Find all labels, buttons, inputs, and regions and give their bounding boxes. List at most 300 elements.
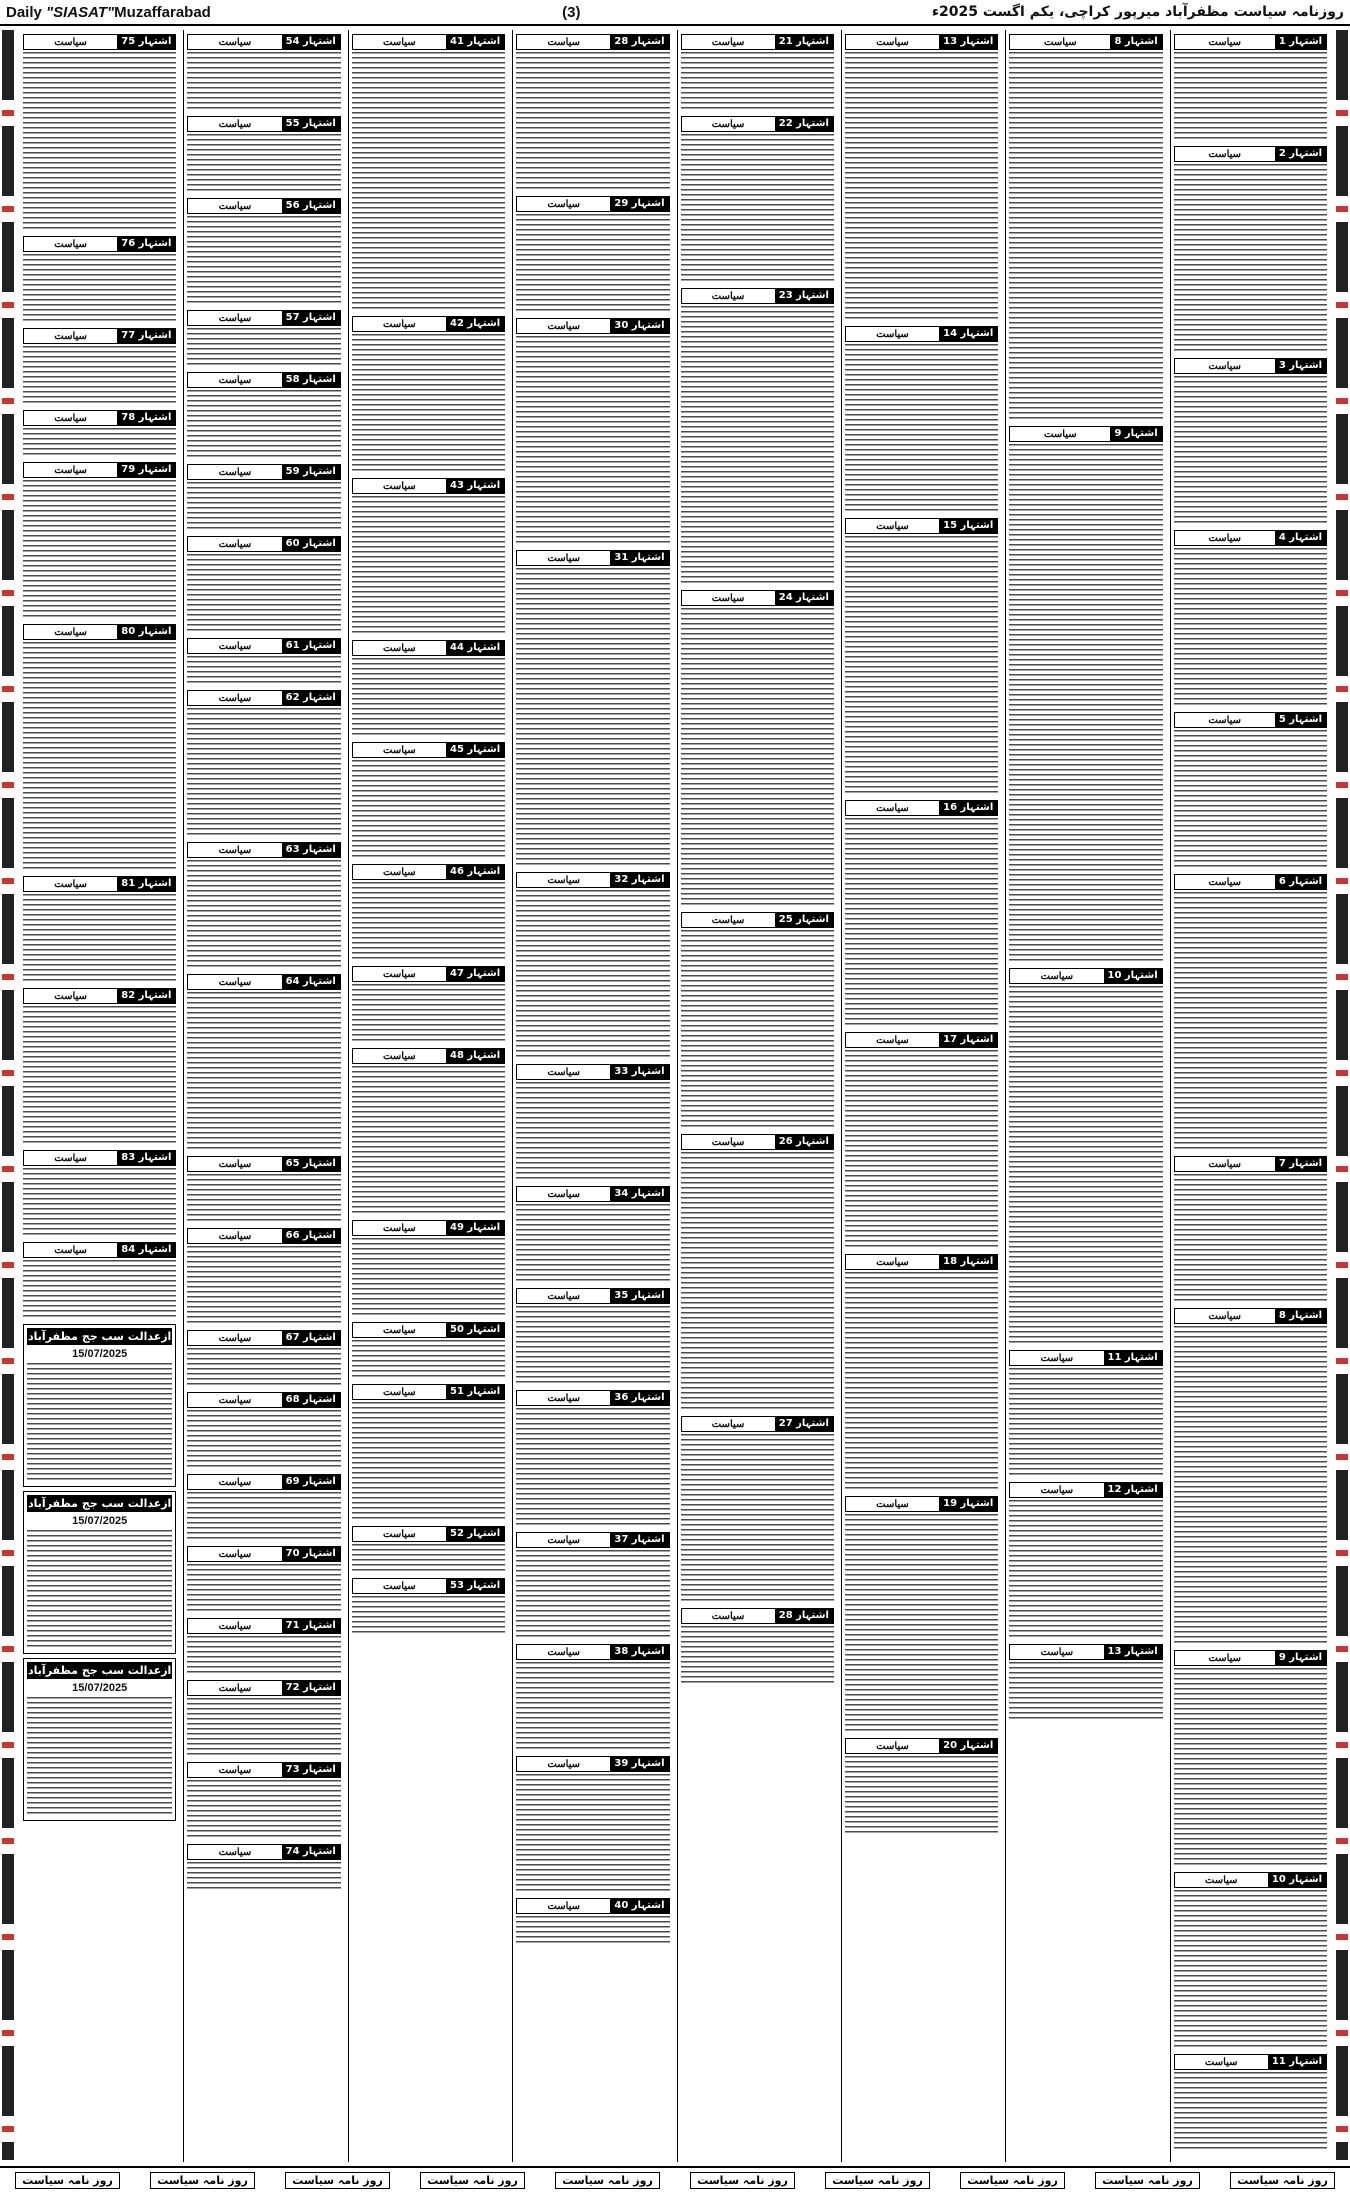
notice — [352, 1220, 505, 1318]
notice-header — [516, 1288, 669, 1304]
notice-number: اشتہار 7 — [1275, 1157, 1326, 1171]
notice-header — [845, 518, 998, 534]
notice — [1174, 1308, 1327, 1646]
notice — [187, 372, 340, 460]
notice-header — [845, 1496, 998, 1512]
notice-body-text — [187, 1564, 340, 1614]
notice-brand-label: سیاست — [383, 1528, 416, 1540]
court-notice-date: 15/07/2025 — [72, 1348, 128, 1360]
notice-brand-label: سیاست — [218, 312, 252, 324]
bottom-border-tag: روز نامہ سیاست — [1095, 2172, 1200, 2189]
notice-brand-label: سیاست — [383, 866, 416, 878]
notice-number: اشتہار 47 — [446, 967, 504, 981]
notice — [681, 1134, 834, 1412]
notice-body-text — [1174, 2072, 1327, 2152]
notice-header — [352, 640, 505, 656]
notice-body-text — [187, 708, 340, 838]
notice-number: اشتہار 29 — [610, 197, 668, 211]
notice-header — [516, 1532, 669, 1548]
notice-header — [1009, 1482, 1162, 1498]
notice-body-text — [187, 992, 340, 1152]
notice-brand-label: سیاست — [383, 36, 416, 48]
notice-header — [681, 1134, 834, 1150]
notice-header — [187, 536, 340, 552]
notice-brand-label: سیاست — [54, 464, 87, 476]
notice — [516, 1390, 669, 1528]
notice-number: اشتہار 2 — [1275, 147, 1326, 161]
notice-brand-label: سیاست — [876, 1740, 909, 1752]
notice — [187, 1156, 340, 1224]
notice-header — [187, 1156, 340, 1172]
notice-brand-label: سیاست — [876, 802, 909, 814]
notice-brand-label: سیاست — [383, 642, 416, 654]
notice — [516, 1288, 669, 1386]
notice-body-text — [1174, 164, 1327, 354]
notice-brand-label: سیاست — [1208, 876, 1242, 888]
notice-brand-label: سیاست — [711, 914, 745, 926]
notice-body-text — [516, 1916, 669, 1946]
notice-number: اشتہار 55 — [282, 117, 340, 131]
notice-header — [352, 1048, 505, 1064]
notice-brand-label: سیاست — [1040, 1646, 1074, 1658]
notice-brand-label: سیاست — [218, 538, 252, 550]
notice — [1174, 874, 1327, 1152]
notice-brand-label: سیاست — [54, 1152, 87, 1164]
notice-body-text — [681, 608, 834, 908]
notice-brand-label: سیاست — [218, 466, 252, 478]
notice-number: اشتہار 68 — [282, 1393, 340, 1407]
notice-body-text — [845, 818, 998, 1028]
notice-header — [845, 1032, 998, 1048]
notice-header — [187, 1618, 340, 1634]
notice-number: اشتہار 31 — [610, 551, 668, 565]
notice-brand-label: سیاست — [218, 1620, 252, 1632]
notice-body-text — [23, 428, 176, 458]
notice — [352, 478, 505, 636]
notice-number: اشتہار 35 — [610, 1289, 668, 1303]
notice-header — [1009, 1350, 1162, 1366]
notice-number: اشتہار 81 — [117, 877, 175, 891]
notice-number: اشتہار 22 — [775, 117, 833, 131]
masthead-left — [6, 4, 211, 21]
notice-header — [352, 34, 505, 50]
notice-body-text — [1009, 986, 1162, 1346]
notice — [23, 624, 176, 872]
notice-body-text — [845, 1272, 998, 1492]
bottom-border-tag: روز نامہ سیاست — [150, 2172, 255, 2189]
notice-number: اشتہار 52 — [446, 1527, 504, 1541]
notice-number: اشتہار 54 — [282, 35, 340, 49]
notice-header — [187, 310, 340, 326]
notice — [1009, 1350, 1162, 1478]
column-3 — [841, 30, 1001, 2162]
notice-brand-label: سیاست — [1208, 148, 1242, 160]
notice-body-text — [187, 1410, 340, 1470]
notice-number: اشتہار 11 — [1268, 2055, 1326, 2069]
masthead — [0, 0, 1350, 26]
notice — [681, 116, 834, 284]
notice-header — [23, 462, 176, 478]
notice — [187, 690, 340, 838]
notice-number: اشتہار 60 — [282, 537, 340, 551]
notice-number: اشتہار 23 — [775, 289, 833, 303]
notice-header — [187, 372, 340, 388]
notice-number: اشتہار 33 — [610, 1065, 668, 1079]
notice-body-text — [352, 1402, 505, 1522]
notice-number: اشتہار 69 — [282, 1475, 340, 1489]
notice — [845, 1254, 998, 1492]
court-notice — [23, 1658, 176, 1821]
bottom-border-tag: روز نامہ سیاست — [960, 2172, 1065, 2189]
notice — [23, 1242, 176, 1320]
notice-header — [516, 196, 669, 212]
notice-brand-label: سیاست — [1204, 1874, 1238, 1886]
notice-body-text — [187, 1492, 340, 1542]
notice-body-text — [187, 1636, 340, 1676]
notice-header — [1174, 2054, 1327, 2070]
notice-brand-label: سیاست — [218, 1230, 252, 1242]
notice-brand-label: سیاست — [54, 412, 87, 424]
notice-number: اشتہار 10 — [1104, 969, 1162, 983]
notice — [516, 550, 669, 868]
notice-brand-label: سیاست — [383, 1222, 416, 1234]
notice-number: اشتہار 64 — [282, 975, 340, 989]
notice — [681, 1608, 834, 1686]
column-8 — [20, 30, 179, 2162]
notice-number: اشتہار 38 — [610, 1645, 668, 1659]
notice — [1009, 34, 1162, 422]
notice-body-text — [845, 1514, 998, 1734]
notice — [352, 1322, 505, 1380]
court-notice-body — [27, 1363, 172, 1483]
notice-header — [845, 326, 998, 342]
notice-body-text — [187, 1174, 340, 1224]
notice-number: اشتہار 44 — [446, 641, 504, 655]
notice — [1174, 1650, 1327, 1868]
notice — [516, 318, 669, 546]
notice — [1174, 1872, 1327, 2050]
notice-number: اشتہار 80 — [117, 625, 175, 639]
bottom-border-tag: روز نامہ سیاست — [420, 2172, 525, 2189]
notice-brand-label: سیاست — [1208, 36, 1242, 48]
notice-number: اشتہار 53 — [446, 1579, 504, 1593]
notice-number: اشتہار 21 — [775, 35, 833, 49]
notice-brand-label: سیاست — [218, 200, 252, 212]
notice-brand-label: سیاست — [547, 1646, 581, 1658]
notice-body-text — [516, 1408, 669, 1528]
notice-body-text — [187, 328, 340, 368]
notice-brand-label: سیاست — [1040, 1484, 1074, 1496]
notice-number: اشتہار 14 — [939, 327, 997, 341]
notice-brand-label: سیاست — [547, 36, 581, 48]
notice — [352, 1048, 505, 1216]
notice-body-text — [352, 334, 505, 474]
notice-number: اشتہار 25 — [775, 913, 833, 927]
notice — [187, 1618, 340, 1676]
notice-brand-label: سیاست — [383, 1580, 416, 1592]
notice-body-text — [23, 642, 176, 872]
notice-header — [845, 800, 998, 816]
notice-body-text — [23, 346, 176, 406]
notice-number: اشتہار 28 — [775, 1609, 833, 1623]
left-decorative-border — [2, 30, 14, 2160]
notice-brand-label: سیاست — [711, 592, 745, 604]
notice-header — [1009, 426, 1162, 442]
notice-header — [352, 1384, 505, 1400]
notice — [516, 196, 669, 314]
notice-number: اشتہار 70 — [282, 1547, 340, 1561]
column-6 — [348, 30, 508, 2162]
notice — [681, 34, 834, 112]
notice-body-text — [516, 1082, 669, 1182]
notice-body-text — [23, 52, 176, 232]
notice — [845, 326, 998, 514]
notice-brand-label: سیاست — [383, 1050, 416, 1062]
column-1 — [1170, 30, 1330, 2162]
bottom-border-tag: روز نامہ سیاست — [1230, 2172, 1335, 2189]
notice — [187, 1844, 340, 1892]
notice-brand-label: سیاست — [218, 1158, 252, 1170]
notice-header — [187, 1546, 340, 1562]
bottom-border-tag: روز نامہ سیاست — [555, 2172, 660, 2189]
notice-number: اشتہار 32 — [610, 873, 668, 887]
notice-number: اشتہار 59 — [282, 465, 340, 479]
notice — [681, 1416, 834, 1604]
notice-body-text — [681, 52, 834, 112]
notice-header — [1174, 1156, 1327, 1172]
notice-body-text — [845, 344, 998, 514]
notice — [845, 34, 998, 322]
notice — [845, 518, 998, 796]
column-7 — [183, 30, 343, 2162]
court-notice-body — [27, 1697, 172, 1817]
notice-brand-label: سیاست — [876, 520, 909, 532]
notice-header — [23, 876, 176, 892]
notice-brand-label: سیاست — [1040, 970, 1074, 982]
notice-body-text — [352, 760, 505, 860]
notice-number: اشتہار 49 — [446, 1221, 504, 1235]
notice-number: اشتہار 36 — [610, 1391, 668, 1405]
notice-brand-label: سیاست — [383, 744, 416, 756]
notice — [352, 742, 505, 860]
notice-body-text — [187, 1862, 340, 1892]
columns-container — [20, 30, 1330, 2162]
notice-brand-label: سیاست — [547, 1066, 581, 1078]
masthead-urdu-title: روزنامہ سیاست مظفرآباد میرپور کراچی، یکم اگست 2025ء — [931, 4, 1344, 20]
notice-body-text — [516, 214, 669, 314]
court-notice — [23, 1491, 176, 1654]
notice-number: اشتہار 46 — [446, 865, 504, 879]
notice-number: اشتہار 8 — [1275, 1309, 1326, 1323]
notice-header — [23, 624, 176, 640]
notice-brand-label: سیاست — [54, 238, 87, 250]
notice-brand-label: سیاست — [54, 990, 87, 1002]
notice — [187, 638, 340, 686]
notice-body-text — [681, 930, 834, 1130]
notice-header — [1174, 1308, 1327, 1324]
notice-number: اشتہار 57 — [282, 311, 340, 325]
notice-body-text — [187, 656, 340, 686]
notice-header — [352, 966, 505, 982]
notice — [23, 876, 176, 984]
notice-brand-label: سیاست — [876, 328, 909, 340]
notice-number: اشتہار 26 — [775, 1135, 833, 1149]
notice-number: اشتہار 1 — [1275, 35, 1326, 49]
notice — [187, 198, 340, 306]
notice — [23, 328, 176, 406]
notice-brand-label: سیاست — [383, 968, 416, 980]
notice-number: اشتہار 17 — [939, 1033, 997, 1047]
bottom-border-tag: روز نامہ سیاست — [825, 2172, 930, 2189]
notice-number: اشتہار 72 — [282, 1681, 340, 1695]
notice-number: اشتہار 76 — [117, 237, 175, 251]
notice-brand-label: سیاست — [383, 1386, 416, 1398]
notice-number: اشتہار 8 — [1110, 35, 1161, 49]
notice-brand-label: سیاست — [218, 844, 252, 856]
notice-brand-label: سیاست — [547, 320, 581, 332]
notice — [23, 1150, 176, 1238]
notice-number: اشتہار 56 — [282, 199, 340, 213]
notice-header — [23, 1150, 176, 1166]
notice-header — [1174, 530, 1327, 546]
notice-body-text — [352, 658, 505, 738]
notice-header — [187, 1392, 340, 1408]
notice-header — [845, 34, 998, 50]
notice — [845, 1738, 998, 1836]
notice-body-text — [516, 568, 669, 868]
court-notice-title: ازعدالت سب جج مظفرآباد — [28, 1664, 172, 1677]
notice-body-text — [845, 52, 998, 322]
notice-header — [352, 316, 505, 332]
notice-number: اشتہار 63 — [282, 843, 340, 857]
notice-brand-label: سیاست — [218, 1548, 252, 1560]
notice-body-text — [1174, 1668, 1327, 1868]
notice-body-text — [23, 1168, 176, 1238]
notice-number: اشتہار 37 — [610, 1533, 668, 1547]
notice-header — [1009, 34, 1162, 50]
notice-body-text — [1009, 1662, 1162, 1722]
notice — [681, 288, 834, 586]
notice-brand-label: سیاست — [876, 36, 909, 48]
notice-number: اشتہار 73 — [282, 1763, 340, 1777]
notice-header — [23, 236, 176, 252]
notice-brand-label: سیاست — [711, 290, 745, 302]
court-notice-date: 15/07/2025 — [72, 1682, 128, 1694]
notice-header — [187, 116, 340, 132]
notice-number: اشتہار 43 — [446, 479, 504, 493]
notice-body-text — [187, 1348, 340, 1388]
notice — [352, 316, 505, 474]
notice-body-text — [187, 1698, 340, 1758]
masthead-brand: "SIASAT" — [46, 3, 115, 21]
notice — [187, 1392, 340, 1470]
notice — [352, 1526, 505, 1574]
notice-body-text — [352, 496, 505, 636]
masthead-city: Muzaffarabad — [114, 3, 211, 21]
notice — [516, 1644, 669, 1752]
notice-body-text — [352, 1066, 505, 1216]
notice-header — [352, 742, 505, 758]
notice — [187, 1680, 340, 1758]
notice-brand-label: سیاست — [1208, 1310, 1242, 1322]
notice-body-text — [845, 536, 998, 796]
notice-number: اشتہار 71 — [282, 1619, 340, 1633]
notice-header — [516, 1644, 669, 1660]
notice-number: اشتہار 4 — [1275, 531, 1326, 545]
notice — [1174, 34, 1327, 142]
notice — [845, 1032, 998, 1250]
notice-header — [352, 1220, 505, 1236]
notice-number: اشتہار 48 — [446, 1049, 504, 1063]
notice-number: اشتہار 13 — [939, 35, 997, 49]
notice-brand-label: سیاست — [383, 318, 416, 330]
notice-body-text — [352, 984, 505, 1044]
notice-brand-label: سیاست — [876, 1256, 909, 1268]
notice — [1009, 1482, 1162, 1640]
bottom-border-tag: روز نامہ سیاست — [15, 2172, 120, 2189]
notice — [1174, 358, 1327, 526]
notice — [187, 1474, 340, 1542]
notice-number: اشتہار 40 — [610, 1899, 668, 1913]
notice-header — [1174, 358, 1327, 374]
notice-brand-label: سیاست — [1208, 714, 1242, 726]
notice — [516, 1898, 669, 1946]
notice-brand-label: سیاست — [54, 330, 87, 342]
notice-header — [187, 1474, 340, 1490]
notice-header — [1174, 712, 1327, 728]
notice — [1174, 1156, 1327, 1304]
notice — [23, 410, 176, 458]
notice-header — [187, 1844, 340, 1860]
notice-number: اشتہار 78 — [117, 411, 175, 425]
notice-number: اشتہار 39 — [610, 1757, 668, 1771]
court-notice-title: ازعدالت سب جج مظفرآباد — [28, 1330, 172, 1343]
notice-header — [187, 1330, 340, 1346]
notice-header — [352, 478, 505, 494]
bottom-border-tag: روز نامہ سیاست — [285, 2172, 390, 2189]
notice-body-text — [516, 1774, 669, 1894]
notice-header — [1009, 968, 1162, 984]
notice-number: اشتہار 51 — [446, 1385, 504, 1399]
notice-body-text — [23, 1006, 176, 1146]
notice-body-text — [1009, 52, 1162, 422]
notice-header — [516, 872, 669, 888]
notice-number: اشتہار 6 — [1275, 875, 1326, 889]
notice — [352, 640, 505, 738]
notice-brand-label: سیاست — [547, 1392, 581, 1404]
notice-body-text — [187, 52, 340, 112]
notice-brand-label: سیاست — [711, 1418, 745, 1430]
notice-body-text — [516, 1204, 669, 1284]
notice-brand-label: سیاست — [218, 976, 252, 988]
notice — [1174, 146, 1327, 354]
notice-header — [23, 1242, 176, 1258]
bottom-border-tag: روز نامہ سیاست — [690, 2172, 795, 2189]
notice-header — [845, 1254, 998, 1270]
notice-brand-label: سیاست — [1208, 1652, 1242, 1664]
notice-number: اشتہار 13 — [1104, 1645, 1162, 1659]
notice-number: اشتہار 19 — [939, 1497, 997, 1511]
notice-brand-label: سیاست — [876, 1034, 909, 1046]
notice — [187, 116, 340, 194]
notice-brand-label: سیاست — [1044, 428, 1077, 440]
notice-header — [23, 34, 176, 50]
notice-body-text — [1009, 444, 1162, 964]
notice-number: اشتہار 66 — [282, 1229, 340, 1243]
notice-body-text — [1174, 548, 1327, 708]
notice-number: اشتہار 67 — [282, 1331, 340, 1345]
notice-header — [1009, 1644, 1162, 1660]
